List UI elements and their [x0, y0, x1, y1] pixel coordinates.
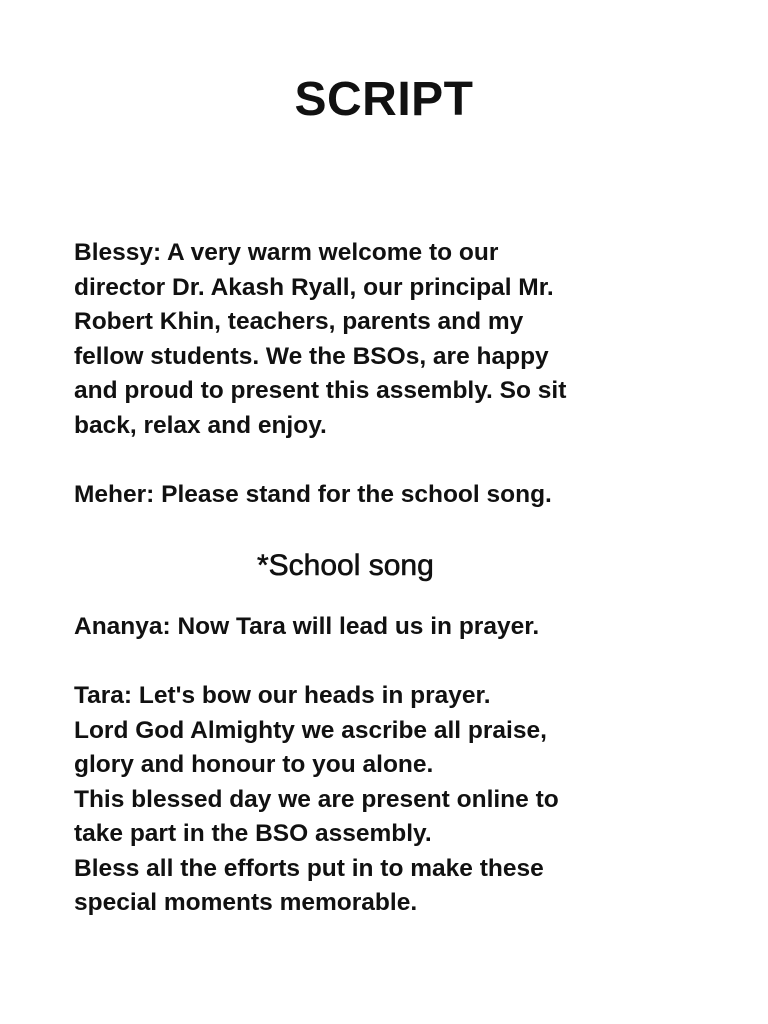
page-title: SCRIPT: [294, 73, 474, 126]
welcome-line: Robert Khin, teachers, parents and my: [74, 308, 524, 335]
school-song-intro: [74, 478, 734, 513]
welcome-line: director Dr. Akash Ryall, our principal Mr.: [74, 273, 554, 301]
prayer-paragraph: [74, 679, 734, 921]
school-song-intro-line: Meher: Please stand for the school song.: [74, 480, 552, 508]
paragraph-spacer: [74, 590, 734, 610]
prayer-line: Bless all the efforts put in to make these: [74, 854, 544, 882]
paragraph-spacer: [74, 512, 734, 542]
prayer-line: glory and honour to you alone.: [74, 751, 434, 778]
prayer-intro: [74, 610, 734, 645]
paragraph-spacer: [74, 443, 734, 478]
welcome-line: Blessy: A very warm welcome to our: [74, 239, 499, 266]
prayer-intro-line: Ananya: Now Tara will lead us in prayer.: [74, 613, 540, 640]
prayer-line: special moments memorable.: [74, 889, 418, 916]
prayer-line: take part in the BSO assembly.: [74, 820, 432, 847]
script-body: [74, 236, 734, 921]
prayer-line: This blessed day we are present online to: [74, 785, 559, 813]
welcome-paragraph: [74, 236, 734, 443]
welcome-line: and proud to present this assembly. So sit: [74, 377, 567, 404]
prayer-line: Lord God Almighty we ascribe all praise,: [74, 716, 547, 744]
welcome-line: back, relax and enjoy.: [74, 411, 327, 439]
stage-direction: *School song: [257, 549, 434, 582]
paragraph-spacer: [74, 645, 734, 680]
prayer-line: Tara: Let's bow our heads in prayer.: [74, 682, 491, 709]
welcome-line: fellow students. We the BSOs, are happy: [74, 342, 549, 370]
